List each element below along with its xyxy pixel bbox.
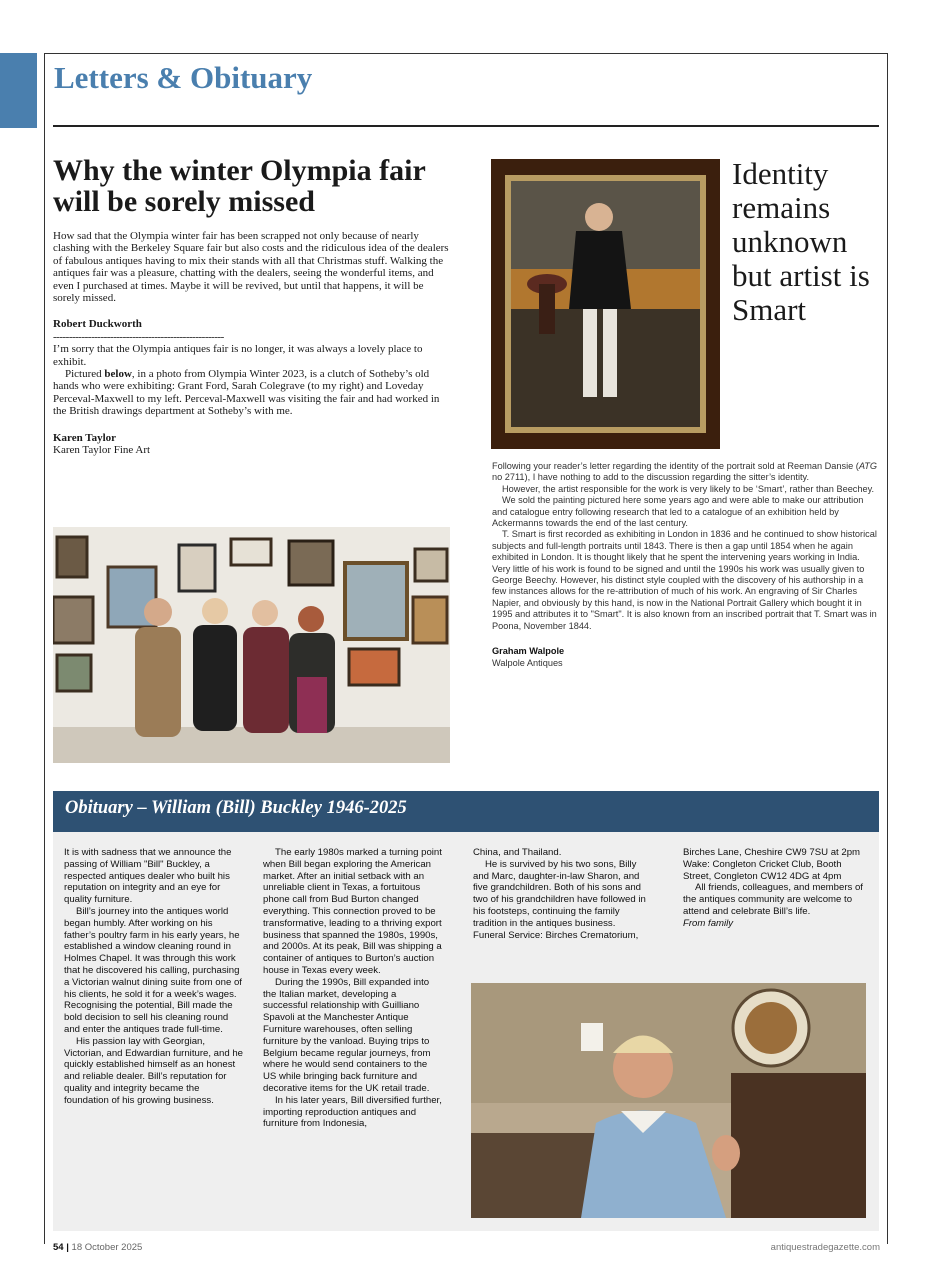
letter-author-company: Karen Taylor Fine Art	[53, 444, 151, 457]
obituary-column-4	[683, 847, 863, 930]
obituary-paragraph: China, and Thailand.	[473, 847, 562, 858]
obituary-paragraph: It is with sadness that we announce the passing of William "Bill" Buckley, a respected antiques dealer who built his reputation on integrity and an eye for quality furniture.	[64, 847, 232, 906]
olympia-fair-photo	[53, 527, 450, 763]
letter-smart	[492, 461, 879, 669]
footer-separator: |	[66, 1242, 69, 1253]
letter-author: Karen Taylor	[53, 431, 117, 444]
obituary-column-1	[64, 847, 244, 1107]
issue-date: 18 October 2025	[71, 1242, 143, 1253]
obituary-title: Obituary – William (Bill) Buckley 1946-2025	[65, 798, 407, 818]
page-number: 54	[53, 1242, 64, 1253]
obituary-paragraph: The early 1980s marked a turning point when Bill began exploring the American market. After an initial setback with an unreliable client in Texas, a fortuitous phone call from Bud Burton changed everything. This connection proved to be transformative, leading to a thriving export business that spanned the 1980s, 1990s, and 2000s. At its peak, Bill was shipping a container of antiques to Burton’s auction house in Texas every week.	[263, 847, 442, 976]
obituary-paragraph: During the 1990s, Bill expanded into the Italian market, developing a successful relationship with Guilliano Spavoli at the Manchester Antique Furniture warehouses, often selling furniture by the vanload. Buying trips to Belgium became regular journeys, from where he would send containers to the US while bringing back furniture and decorative items for the UK retail trade.	[263, 976, 431, 1094]
section-color-tab	[0, 53, 37, 128]
obituary-paragraph: Wake: Congleton Cricket Club, Booth Street, Congleton CW12 4DG at 4pm	[683, 858, 842, 882]
text-run: no 2711), I have nothing to add to the discussion regarding the sitter’s identity.	[492, 472, 809, 483]
text-run-bold: below	[104, 368, 132, 381]
obituary-paragraph: Birches Lane, Cheshire CW9 7SU at 2pm	[683, 847, 861, 858]
text-run-italic: ATG	[858, 461, 878, 471]
text-run: Pictured	[65, 368, 105, 381]
letter-body-paragraph	[53, 368, 450, 418]
letter-author-company: Walpole Antiques	[492, 657, 563, 668]
olympia-fair-photo-illustration	[53, 527, 450, 763]
obituary-paragraph: Funeral Service: Birches Crematorium,	[473, 929, 639, 941]
letter-author: Graham Walpole	[492, 646, 565, 657]
obituary-paragraph: All friends, colleagues, and members of the antiques community are welcome to attend and celebrate Bill’s life.	[683, 882, 863, 917]
letter-olympia-body: How sad that the Olympia winter fair has been scrapped not only because of nearly clashing with the Berkeley Square fair but also costs and the ridiculous idea of the dealers of fabulous antiques having to mix their stands with all that Christmas stuff. Walking the antiques fair was a pleasure, chatting with the dealers, seeing the wonderful items, and even I purchased at times. Maybe it will be revived, but until that happens, it will be sorely missed.	[53, 230, 449, 305]
letter-author: Robert Duckworth	[53, 318, 142, 331]
section-title: Letters & Obituary	[54, 60, 313, 95]
letter-body-paragraph	[492, 461, 879, 484]
website-url: antiquestradegazette.com	[770, 1242, 880, 1253]
letter-body-paragraph: We sold the painting pictured here some years ago and were able to make our attribution and catalogue entry following research that led to a catalogue of an exhibition held by Ackermanns towards the end of the last century.	[492, 495, 864, 529]
letter-body-paragraph: I’m sorry that the Olympia antiques fair is no longer, it was always a lovely place to exhibit.	[53, 343, 423, 368]
obituary-column-2	[263, 847, 443, 1130]
title-divider	[53, 125, 879, 127]
letter-body-paragraph: However, the artist responsible for the work is very likely to be ‘Smart’, rather than Beechey.	[502, 483, 875, 494]
obituary-photo	[471, 983, 866, 1218]
obituary-paragraph: In his later years, Bill diversified further, importing reproduction antiques and furniture from Indonesia,	[263, 1094, 442, 1130]
obituary-paragraph: His passion lay with Georgian, Victorian, and Edwardian furniture, and he quickly established himself as an honest and reliable dealer. Bill’s reputation for quality and integrity became the foundation of his growing business.	[64, 1035, 244, 1106]
obituary-paragraph: Bill’s journey into the antiques world began humbly. After working on his father’s poultry farm in his early years, he established a window cleaning round in Holmes Chapel. It was through this work that he discovered his calling, purchasing a Victorian walnut dining suite from one of his clients, he sold it for a week’s wages. Recognising the potential, Bill made the bold decision to sell his cleaning round and enter the antiques trade full-time.	[64, 905, 242, 1035]
portrait-painting-illustration	[491, 159, 720, 449]
obituary-column-3	[473, 847, 653, 941]
obituary-photo-illustration	[471, 983, 866, 1218]
text-run: , in a photo from Olympia Winter 2023, is a clutch of Sotheby’s old hands who were exhibiting: Grant Ford, Sarah Colegrave (to my right) and Loveday Perceval-Maxwell to my left. Perceval-Maxwell was visiting the fair and had worked in the British drawings department at Sotheby’s with me.	[53, 368, 440, 418]
letter-olympia	[53, 155, 450, 457]
portrait-painting	[491, 159, 720, 449]
letter-body-paragraph: T. Smart is first recorded as exhibiting in London in 1836 and he continued to show historical subjects and full-length portraits until 1843. There is then a gap until 1854 when he again exhibited in London. It is thought likely that he spent the intervening years working in India. Very little of his work is found to be signed and until the 1990s his work was usually given to George Beechy. However, his distinct style coupled with the discovery of his authorship in a few instances allows for the re-attribution of much of his work. An engraving of Sir Charles Napier, and obviously by this hand, is now in the National Portrait Gallery which bought it in 1995 and attributes it to "Smart". It is also known from an inscribed portrait that T. Smart was in Poona, November 1844.	[492, 529, 877, 631]
letter-olympia-headline: Why the winter Olympia fair will be sorely missed	[53, 154, 426, 218]
page-footer-info	[53, 1242, 142, 1253]
letter-divider: ------------------------------------------------------	[53, 330, 224, 343]
letter-smart-headline: Identity remains unknown but artist is Smart	[732, 156, 870, 327]
obituary-paragraph: He is survived by his two sons, Billy and Marc, daughter-in-law Sharon, and five grandchildren. Both of his sons and two of his grandchildren have followed in his footsteps, continuing the family tradition in the antiques business.	[473, 858, 646, 929]
obituary-signoff: From family	[683, 917, 734, 929]
text-run: Following your reader’s letter regarding the identity of the portrait sold at Reeman Dansie (	[492, 461, 859, 471]
